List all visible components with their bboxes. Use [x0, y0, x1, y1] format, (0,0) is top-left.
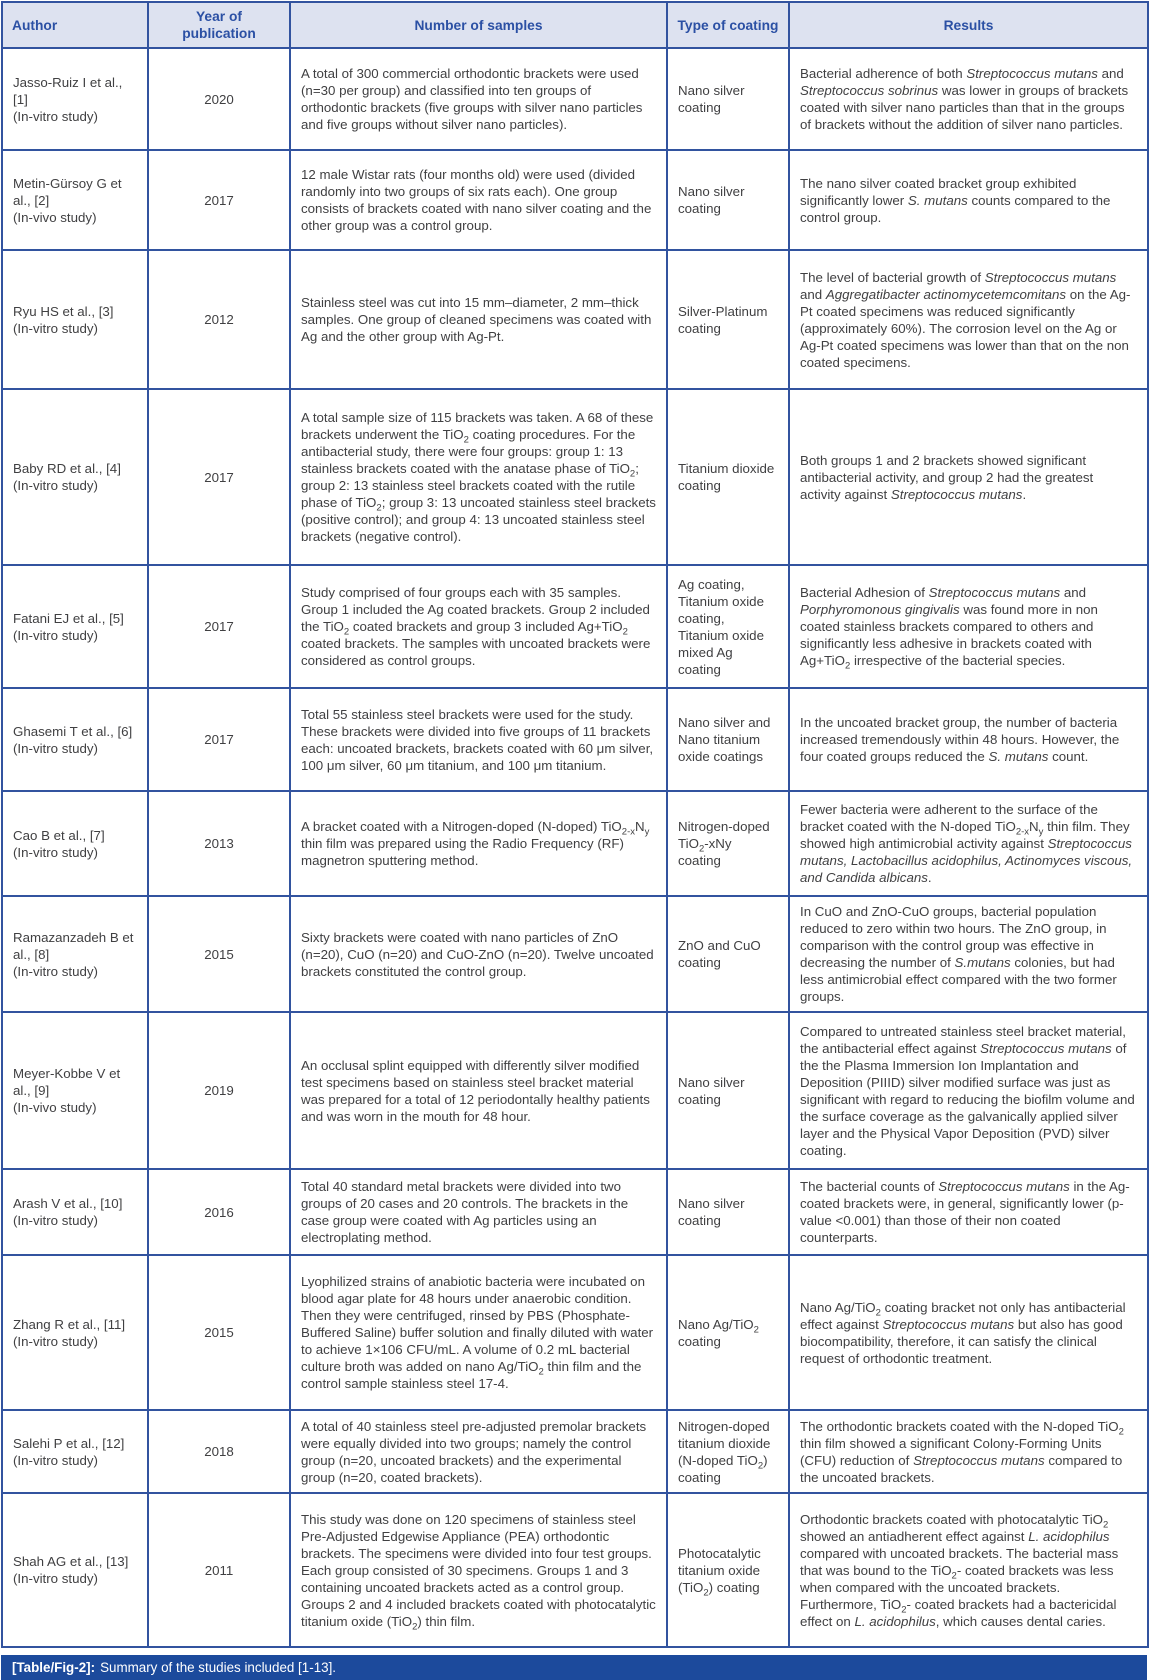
coating-cell: Nitrogen-doped TiO$_2$-xNy coating — [667, 791, 789, 896]
samples-cell: Sixty brackets were coated with nano particles of ZnO (n=20), CuO (n=20) and CuO-ZnO (n=20). Twelve uncoated brackets constituted the control group. — [290, 896, 667, 1012]
study-type: (In-vitro study) — [13, 627, 98, 643]
study-type: (In-vitro study) — [13, 740, 98, 756]
table-caption — [1, 1655, 1147, 1680]
year-cell: 2017 — [148, 565, 290, 688]
author-cell — [2, 1255, 148, 1410]
author-name: Shah AG et al., [13] — [13, 1554, 129, 1569]
coating-cell: Ag coating, Titanium oxide coating, Titanium oxide mixed Ag coating — [667, 565, 789, 688]
study-row-13 — [2, 1493, 1148, 1647]
study-row-8 — [2, 896, 1148, 1012]
results-cell: Bacterial adherence of both Streptococcus mutans and Streptococcus sobrinus was lower in groups of brackets coated with silver nano particles than that in the groups of brackets without the addition of silver nano particles. — [789, 48, 1148, 150]
studies-body — [2, 48, 1148, 1647]
year-cell: 2012 — [148, 250, 290, 389]
coating-cell: Nano silver coating — [667, 150, 789, 250]
author-name: Jasso-Ruiz I et al., [1] — [13, 74, 123, 107]
coating-cell: Nano silver coating — [667, 48, 789, 150]
study-type: (In-vitro study) — [13, 1452, 98, 1468]
coating-cell: Titanium dioxide coating — [667, 389, 789, 565]
samples-cell: A total sample size of 115 brackets was taken. A 68 of these brackets underwent the TiO$_2$ coating procedures. For the antibacterial study, there were four groups: group 1: 13 stainless brackets coated with the anatase phase of TiO$_2$; group 2: 13 stainless steel brackets coated with the rutile phase of TiO$_2$; group 3: 13 uncoated stainless steel brackets (positive control); and group 4: 13 uncoated stainless steel brackets (negative control). — [290, 389, 667, 565]
author-cell — [2, 1410, 148, 1493]
results-cell: The nano silver coated bracket group exhibited significantly lower S. mutans counts compared to the control group. — [789, 150, 1148, 250]
column-header-author: Author — [2, 2, 148, 48]
author-name: Zhang R et al., [11] — [13, 1316, 126, 1332]
coating-cell: Nano silver and Nano titanium oxide coatings — [667, 688, 789, 791]
results-cell: The bacterial counts of Streptococcus mutans in the Ag-coated brackets were, in general, significantly lower (p-value <0.001) than those of their non coated counterparts. — [789, 1169, 1148, 1255]
author-cell — [2, 1169, 148, 1255]
coating-cell: Nano Ag/TiO$_2$ coating — [667, 1255, 789, 1410]
column-header-type-of-coating: Type of coating — [667, 2, 789, 48]
author-cell — [2, 1012, 148, 1169]
study-type: (In-vitro study) — [13, 1333, 98, 1349]
study-row-10 — [2, 1169, 1148, 1255]
coating-cell: Nano silver coating — [667, 1169, 789, 1255]
column-header-year-of-publication: Year of publication — [148, 2, 290, 48]
author-cell — [2, 791, 148, 896]
coating-cell: ZnO and CuO coating — [667, 896, 789, 1012]
study-type: (In-vitro study) — [13, 478, 98, 493]
year-cell: 2011 — [148, 1493, 290, 1647]
studies-table — [1, 1, 1149, 1648]
samples-cell: A bracket coated with a Nitrogen-doped (N-doped) $TiO_{2-x}N_y$ thin film was prepared using the Radio Frequency (RF) magnetron sputtering method. — [290, 791, 667, 896]
results-cell: The orthodontic brackets coated with the N-doped TiO$_2$ thin film showed a significant Colony-Forming Units (CFU) reduction of Streptococcus mutans compared to the uncoated brackets. — [789, 1410, 1148, 1493]
study-type: (In-vitro study) — [13, 844, 98, 860]
samples-cell: 12 male Wistar rats (four months old) were used (divided randomly into two groups of six rats each). One group consists of brackets coated with nano silver coating and the other group was a control group. — [290, 150, 667, 250]
author-name: Ghasemi T et al., [6] — [13, 723, 133, 739]
author-name: Baby RD et al., [4] — [13, 461, 121, 476]
caption-text: Summary of the studies included [1-13]. — [100, 1660, 337, 1675]
year-cell: 2016 — [148, 1169, 290, 1255]
year-cell: 2015 — [148, 896, 290, 1012]
author-name: Salehi P et al., [12] — [13, 1435, 125, 1451]
author-cell — [2, 48, 148, 150]
study-type: (In-vivo study) — [13, 209, 97, 225]
table-header-row — [2, 2, 1148, 48]
year-cell: 2018 — [148, 1410, 290, 1493]
author-cell — [2, 688, 148, 791]
study-row-3 — [2, 250, 1148, 389]
samples-cell: Stainless steel was cut into 15 mm–diameter, 2 mm–thick samples. One group of cleaned specimens was coated with Ag and the other group with Ag-Pt. — [290, 250, 667, 389]
samples-cell: A total of 300 commercial orthodontic brackets were used (n=30 per group) and classified into ten groups of orthodontic brackets (five groups with silver nano particles and five groups without silver nano particles). — [290, 48, 667, 150]
coating-cell: Silver-Platinum coating — [667, 250, 789, 389]
study-type: (In-vivo study) — [13, 1100, 97, 1115]
year-cell: 2017 — [148, 389, 290, 565]
author-name: Cao B et al., [7] — [13, 827, 105, 843]
study-row-6 — [2, 688, 1148, 791]
samples-cell: Study comprised of four groups each with 35 samples. Group 1 included the Ag coated brackets. Group 2 included the TiO$_2$ coated brackets and group 3 included Ag+TiO$_2$ coated brackets. The samples with uncoated brackets were considered as control groups. — [290, 565, 667, 688]
author-cell — [2, 896, 148, 1012]
year-cell: 2017 — [148, 688, 290, 791]
study-type: (In-vitro study) — [13, 108, 98, 124]
results-cell: Bacterial Adhesion of Streptococcus mutans and Porphyromonous gingivalis was found more in non coated stainless brackets compared to others and significantly less adhesive in brackets coated with Ag+TiO$_2$ irrespective of the bacterial species. — [789, 565, 1148, 688]
author-cell — [2, 250, 148, 389]
column-header-results: Results — [789, 2, 1148, 48]
coating-cell: Photocatalytic titanium oxide (TiO$_2$) coating — [667, 1493, 789, 1647]
results-cell: Fewer bacteria were adherent to the surface of the bracket coated with the N-doped $TiO_{2-x}N_y$ thin film. They showed high antimicrobial activity against Streptococcus mutans, Lactobacillus acidophilus, Actinomyces viscous, and Candida albicans. — [789, 791, 1148, 896]
author-name: Ryu HS et al., [3] — [13, 303, 114, 319]
study-row-12 — [2, 1410, 1148, 1493]
year-cell: 2019 — [148, 1012, 290, 1169]
author-name: Ramazanzadeh B et al., [8] — [13, 929, 134, 962]
study-type: (In-vitro study) — [13, 963, 98, 979]
samples-cell: An occlusal splint equipped with differently silver modified test specimens based on stainless steel bracket material was prepared for a total of 12 periodontally healthy patients and was worn in the mouth for 48 hour. — [290, 1012, 667, 1169]
study-row-2 — [2, 150, 1148, 250]
study-type: (In-vitro study) — [13, 320, 98, 336]
results-cell: Both groups 1 and 2 brackets showed significant antibacterial activity, and group 2 had the greatest activity against Streptococcus mutans. — [789, 389, 1148, 565]
samples-cell: A total of 40 stainless steel pre-adjusted premolar brackets were equally divided into two groups; namely the control group (n=20, uncoated brackets) and the experimental group (n=20, coated brackets). — [290, 1410, 667, 1493]
study-row-7 — [2, 791, 1148, 896]
author-cell — [2, 1493, 148, 1647]
coating-cell: Nano silver coating — [667, 1012, 789, 1169]
author-name: Meyer-Kobbe V et al., [9] — [13, 1066, 121, 1098]
author-name: Fatani EJ et al., [5] — [13, 610, 124, 626]
author-cell — [2, 565, 148, 688]
results-cell: Orthodontic brackets coated with photocatalytic TiO$_2$ showed an antiadherent effect against L. acidophilus compared with uncoated brackets. The bacterial mass that was bound to the TiO$_2$- coated brackets was less when compared with the uncoated brackets. Furthermore, TiO$_2$- coated brackets had a bactericidal effect on L. acidophilus, which causes dental caries. — [789, 1493, 1148, 1647]
author-cell — [2, 150, 148, 250]
results-cell: In the uncoated bracket group, the number of bacteria increased tremendously within 48 hours. However, the four coated groups reduced the S. mutans count. — [789, 688, 1148, 791]
study-type: (In-vitro study) — [13, 1213, 98, 1228]
column-header-number-of-samples: Number of samples — [290, 2, 667, 48]
study-type: (In-vitro study) — [13, 1571, 98, 1586]
year-cell: 2020 — [148, 48, 290, 150]
results-cell: Compared to untreated stainless steel bracket material, the antibacterial effect against Streptococcus mutans of the the Plasma Immersion Ion Implantation and Deposition (PIIID) silver modified surface was just as significant with regard to reducing the biofilm volume and the surface coverage as the galvanically applied silver layer and the Physical Vapor Deposition (PVD) silver coating. — [789, 1012, 1148, 1169]
author-name: Metin-Gürsoy G et al., [2] — [13, 175, 122, 208]
study-row-4 — [2, 389, 1148, 565]
study-row-5 — [2, 565, 1148, 688]
year-cell: 2017 — [148, 150, 290, 250]
samples-cell: Total 55 stainless steel brackets were used for the study. These brackets were divided into five groups of 11 brackets each: uncoated brackets, brackets coated with 60 μm silver, 100 μm silver, 60 μm titanium, and 100 μm titanium. — [290, 688, 667, 791]
study-row-11 — [2, 1255, 1148, 1410]
study-row-1 — [2, 48, 1148, 150]
samples-cell: This study was done on 120 specimens of stainless steel Pre-Adjusted Edgewise Appliance (PEA) orthodontic brackets. The specimens were divided into four test groups. Each group consisted of 30 specimens. Groups 1 and 3 containing uncoated brackets acted as a control group. Groups 2 and 4 included brackets coated with photocatalytic titanium oxide (TiO$_2$) thin film. — [290, 1493, 667, 1647]
author-cell — [2, 389, 148, 565]
table-header — [2, 2, 1148, 48]
coating-cell: Nitrogen-doped titanium dioxide (N-doped TiO$_2$) coating — [667, 1410, 789, 1493]
author-name: Arash V et al., [10] — [13, 1196, 123, 1211]
samples-cell: Lyophilized strains of anabiotic bacteria were incubated on blood agar plate for 48 hours under anaerobic condition. Then they were centrifuged, rinsed by PBS (Phosphate-Buffered Saline) buffer solution and finally diluted with water to achieve 1×106 CFU/mL. A volume of 0.2 mL bacterial culture broth was added on nano Ag/TiO$_2$ thin film and the control sample stainless steel 17-4. — [290, 1255, 667, 1410]
study-row-9 — [2, 1012, 1148, 1169]
results-cell: Nano Ag/TiO$_2$ coating bracket not only has antibacterial effect against Streptococcus mutans but also has good biocompatibility, therefore, it can satisfy the clinical request of orthodontic treatment. — [789, 1255, 1148, 1410]
year-cell: 2013 — [148, 791, 290, 896]
caption-label: [Table/Fig-2]: — [12, 1660, 96, 1675]
samples-cell: Total 40 standard metal brackets were divided into two groups of 20 cases and 20 controls. The brackets in the case group were coated with Ag particles using an electroplating method. — [290, 1169, 667, 1255]
year-cell: 2015 — [148, 1255, 290, 1410]
results-cell: The level of bacterial growth of Streptococcus mutans and Aggregatibacter actinomycetemcomitans on the Ag-Pt coated specimens was reduced significantly (approximately 60%). The corrosion level on the Ag or Ag-Pt coated specimens was lower than that on the non coated specimens. — [789, 250, 1148, 389]
results-cell: In CuO and ZnO-CuO groups, bacterial population reduced to zero within two hours. The ZnO group, in comparison with the control group was effective in decreasing the number of S.mutans colonies, but had less antimicrobial effect compared with the two former groups. — [789, 896, 1148, 1012]
